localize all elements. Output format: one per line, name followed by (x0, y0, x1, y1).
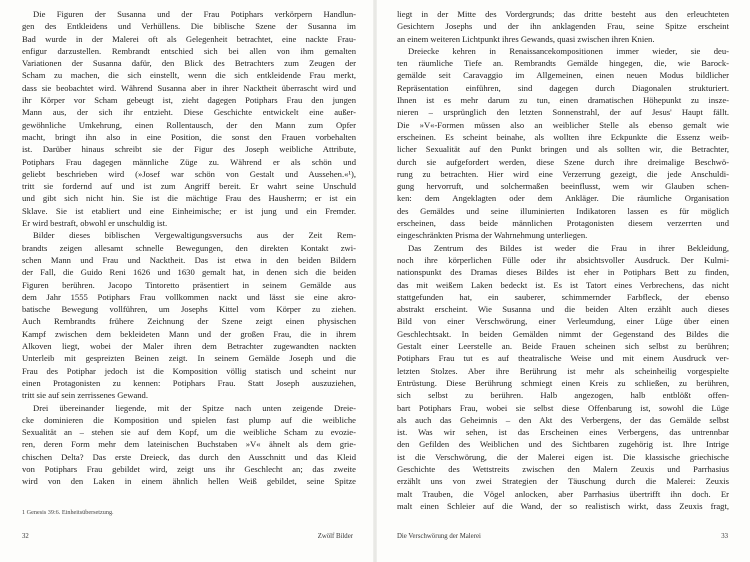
text-line: ist. Was wir sehen, ist das Erscheinen eines Verbergens, das untrennbar (397, 427, 729, 438)
text-line: nationspunkt des Dramas dieses Bildes ist eher in Potiphars Bett zu finden, (397, 267, 729, 278)
text-line: Bilder dieses biblischen Vergewaltigungsversuchs aus der Zeit Rem- (33, 230, 356, 241)
text-line: Bild von einer Verschwörung, einer Verleumdung, einer Lüge über einen (397, 316, 729, 327)
text-line: tritt sie auf sein zerrissenes Gewand. (22, 390, 148, 401)
text-line: Die »V«-Formen müssen also an weiblicher Stelle als ebenso gemalt wie (397, 119, 729, 130)
text-line: eingeschränkten Prisma der Wahrnehmung unterliegen. (397, 230, 588, 241)
text-line: ken: dem Angeklagten oder dem Ankläger. Die räumliche Organisation (397, 193, 729, 204)
text-line: Dreiecke kehren in Renaissancekompositionen immer wieder, sie deu- (408, 45, 729, 56)
text-line: Variationen der Susanna dafür, den Blick des Betrachters zum Zeugen der (22, 58, 356, 69)
running-header-left: Zwölf Bilder (317, 533, 353, 540)
text-line: und gibt sich nicht hin. Sie ist die mächtige Frau des Hausherrn; er ist ein (22, 193, 356, 204)
text-line: dem Jahr 1555 Potiphars Frau vollkommen nackt und lässt sie eine akro- (22, 291, 356, 302)
text-line: einen Protagonisten zu kennen: Potiphars Frau. Statt Joseph auszuziehen, (22, 377, 356, 388)
text-line: brandts zeigen allesamt schnelle Bewegungen, den direkten Kontakt zwi- (22, 242, 356, 253)
text-line: erzählt uns von zwei Strategien der Täuschung durch die Malerei: Zeuxis (397, 476, 729, 487)
text-line: Sklave. Sie ist etabliert und eine Einheimische; er ist jung und ein Fremder. (22, 205, 356, 216)
text-line: malt Trauben, die Vögel anlocken, aber Parrhasius übertrifft ihn doch. Er (397, 488, 729, 499)
text-line: letzten Stolzes. Aber ihre Berührung ist mehr als scheinheilig vorgespielte (397, 365, 729, 376)
text-line: licher Sexualität auf den Punkt bringen und als sollten wir, die Betrachter, (397, 144, 729, 155)
text-line: das mit weißem Laken bedeckt ist. Es ist Tatort eines Verbrechens, das nicht (397, 279, 729, 290)
text-line: ist die Verschwörung, die der Malerei eigen ist. Die klassische griechische (397, 451, 729, 462)
text-line: enfigur darzustellen. Rembrandt entschied sich bei allen von ihm gemalten (22, 45, 356, 56)
text-line: gewöhnliche Umkehrung, einen Rollentausch, der den Mann zum Opfer (22, 119, 356, 130)
text-line: Frau des Potiphar jedoch ist die Komposition völlig statisch und scheint nur (22, 365, 356, 376)
text-line: Sexualität an – stehen sie auf dem Kopf, um die weibliche Scham zu evozie- (22, 427, 356, 438)
page-number-left: 32 (22, 533, 29, 540)
text-line: Ihnen ist es mehr darum zu tun, einen dramatischen Höhepunkt zu insze- (397, 95, 729, 106)
text-line: Alkoven liegt, wobei der Maler ihren dem Betrachter zugewandten nackten (22, 341, 356, 352)
text-line: Potiphars Frau tut es auf theatralische Weise und mit einem Ausdruck ver- (397, 353, 729, 364)
text-line: Geschichte des Wettstreits zwischen den Malern Zeuxis und Parrhasius (397, 463, 729, 474)
text-line: gemälde seit Caravaggio im Allgemeinen, einen neuen Modus bildlicher (397, 70, 729, 81)
text-line: Mann aus, der sich ihr entzieht. Diese Geschichte entwickelt eine außer- (22, 107, 356, 118)
text-line: tritt sie fordernd auf und ist zum Angriff bereit. Er wahrt seine Unschuld (22, 181, 356, 192)
text-line: erscheinen. Es scheint beinahe, als wollten ihre Eckpunkte die Essenz weib- (397, 131, 729, 142)
text-line: ist. Darüber hinaus schreibt sie der Figur des Joseph weibliche Attribute, (22, 144, 356, 155)
text-line: Repräsentation einführen, sind dagegen durch Diagonalen strukturiert. (397, 82, 729, 93)
text-line: ten räumliche Tiefe an. Rembrandts Gemälde hingegen, die, wie Barock- (397, 58, 729, 69)
text-line: Die Figuren der Susanna und der Frau Potiphars verkörpern Handlun- (33, 9, 356, 19)
text-line: Er wird bestraft, obwohl er unschuldig ist. (22, 218, 168, 229)
text-line: durch sie aufgefordert werden, diese Szene durch ihre dreimalige Beschwö- (397, 156, 729, 167)
page-number-right: 33 (721, 533, 728, 540)
text-line: des Gemäldes und seine illuminierten Indikatoren lassen es für möglich (397, 205, 729, 216)
text-line: an einem weiteren Lichtpunkt ihres Gewands, quasi zwischen ihren Knien. (397, 33, 655, 44)
text-line: gung hervorruft, und solchermaßen beeinflusst, wem wir Glauben schen- (397, 181, 729, 192)
right-page (375, 0, 750, 562)
text-line: geliebt beschrieben wird (»Josef war schön von Gestalt und Aussehen.«¹), (22, 168, 356, 179)
text-line: cke dominieren die Komposition und spielen fast plump auf die weibliche (22, 414, 356, 425)
text-line: Potiphars Frau dagegen männliche Züge zu. Während er als schön und (22, 156, 356, 167)
text-line: ihr Körper vor Scham gebeugt ist, zieht dagegen Potiphars Frau den jungen (22, 95, 356, 106)
text-line: erscheinen, dass beide männlichen Protagonisten diesem verzerrten und (397, 218, 729, 229)
text-line: Bad wurde in der Malerei oft als Gelegenheit betrachtet, eine nackte Frau- (22, 33, 356, 44)
text-line: chischen Delta? Das erste Dreieck, das durch den Ausschnitt und das Kleid (22, 451, 356, 462)
text-line: als auch das Geheimnis – den Akt des Verbergens, der das Gemälde selbst (397, 414, 729, 425)
text-line: Geschlechtsakt. In beiden Gemälden nimmt der Gegenstand des Bildes die (397, 328, 729, 339)
right-page-body (397, 8, 729, 512)
text-line: Kampf zwischen dem bekleideten Mann und der großen Frau, die in ihrem (22, 328, 356, 339)
text-line: Gestalt einer Leerstelle an. Beide Frauen scheinen sich selbst zu berühren; (397, 341, 729, 352)
text-line: Das Zentrum des Bildes ist weder die Frau in ihrer Bekleidung, (408, 242, 729, 253)
text-line: stattgefunden hat, ein sauberer, schimmernder Farbfleck, der ebenso (397, 291, 729, 302)
text-line: ren, deren Form mehr dem lateinischen Buchstaben »V« ähnelt als dem grie- (22, 439, 356, 450)
footnote: 1 Genesis 39:6. Einheitsübersetzung. (22, 509, 114, 516)
text-line: wird von den Laken in einem ähnlich hellen Weiß gebildet, seine Spitze (22, 476, 356, 487)
text-line: Scham zu machen, die sich einstellt, wenn die sich entkleidende Frau merkt, (22, 70, 356, 81)
text-line: nieren – ursprünglich den letzten Sonnenstrahl, der auf Jesus' Haupt fällt. (397, 107, 729, 118)
text-line: bart Potiphars Frau, wobei sie selbst diese Offenbarung ist, sowohl die Lüge (397, 402, 729, 413)
text-line: abstrakt erscheint. Wie Susanna und die beiden Alten erzählt auch dieses (397, 304, 729, 315)
text-line: Auch Rembrandts frühere Zeichnung der Szene zeigt einen physischen (22, 316, 356, 327)
text-line: Drei übereinander liegende, mit der Spitze nach unten zeigende Dreie- (33, 402, 356, 413)
text-line: gen des Entkleidens und Verhüllens. Die biblische Szene der Susanna im (22, 21, 356, 32)
text-line: der Fall, die Guido Reni 1626 und 1630 gemalt hat, in denen sich die beiden (22, 267, 356, 278)
left-page-body (22, 8, 356, 488)
text-line: Figuren berühren. Jacopo Tintoretto präsentiert in seinem Gemälde aus (22, 279, 356, 290)
text-line: schen Mann und Frau und Nacktheit. Das ist etwa in den beiden Bildern (22, 254, 356, 265)
text-line: von Potiphars Frau gebildet wird, zeigt uns ihr Geschlecht an; das zweite (22, 463, 356, 474)
text-line: rung zu betrachten. Hier wird eine Verzerrung gezeigt, die jede Anschuldi- (397, 168, 729, 179)
text-line: Gesichtern Josephs und der ihn anklagenden Frau, seine Spitze erscheint (397, 21, 729, 32)
text-line: batische Bewegung vollführen, um Josephs Kittel vom Körper zu ziehen. (22, 304, 356, 315)
text-line: macht, bringt ihn also in eine Position, die sonst den Frauen vorbehalten (22, 131, 356, 142)
text-line: dass sie beobachtet wird. Während Susanna aber in ihrer Nacktheit überrascht wird und (22, 82, 356, 93)
text-line: malt einen Schleier auf die Wand, der so realistisch wirkt, dass Zeuxis fragt, (397, 500, 729, 511)
text-line: Unterleib mit gespreizten Beinen zeigt. In seinem Gemälde Joseph und die (22, 353, 356, 364)
text-line: liegt in der Mitte des Vordergrunds; das dritte besteht aus den erleuchteten (397, 9, 729, 19)
text-line: sich selbst zu berühren. Halb angezogen, halb entblößt offen- (397, 390, 729, 401)
text-line: noch ihre körperlichen Fülle oder ihr absichtsvoller Ausdruck. Der Kulmi- (397, 254, 729, 265)
text-line: Entrüstung. Diese Berührung schmiegt einen Kreis zu schließen, zu berühren, (397, 377, 729, 388)
running-header-right: Die Verschwörung der Malerei (397, 533, 481, 540)
text-line: den Gefilden des Weiblichen und des Sichtbaren zugehörig ist. Ihre Intrige (397, 439, 729, 450)
